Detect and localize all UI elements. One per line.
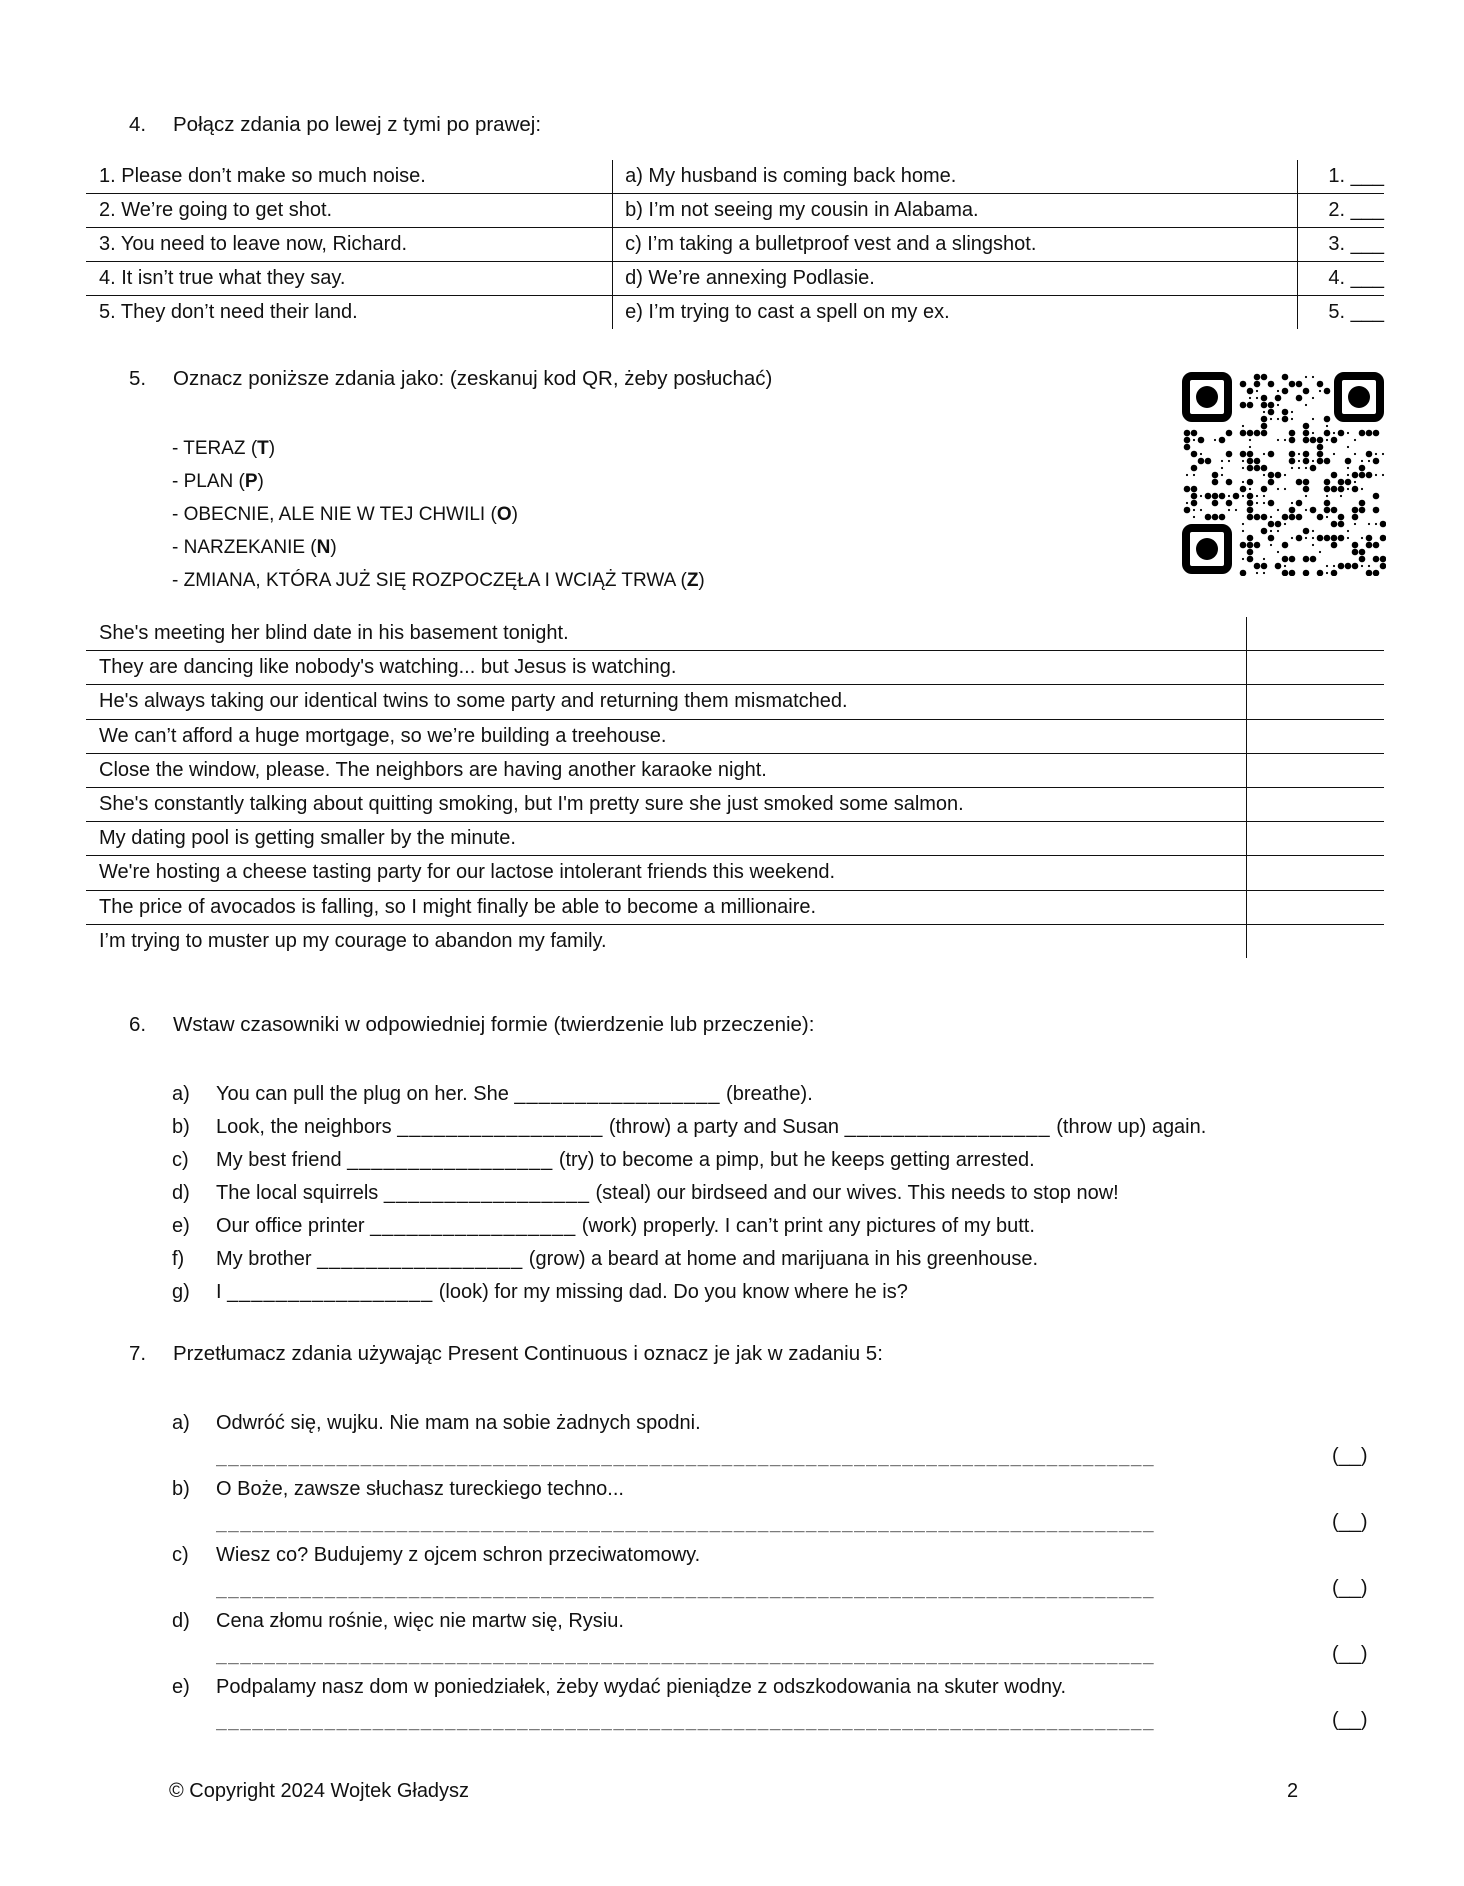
answer-field[interactable]: 3. ___ (1298, 228, 1384, 262)
left-sentence: 5. They don’t need their land. (86, 296, 613, 330)
legend-label: - TERAZ ( (172, 438, 258, 459)
legend-item (172, 465, 705, 498)
legend-code: Z (686, 570, 699, 591)
answer-line[interactable] (172, 1440, 1426, 1473)
category-tag-field[interactable]: (__) (1332, 1577, 1368, 1599)
item-label: a) (172, 1412, 190, 1434)
sentence-cell: She's meeting her blind date in his basement tonight. (99, 622, 569, 645)
item-text-after: (breathe). (720, 1083, 813, 1105)
item-text-before: Our office printer (216, 1215, 371, 1237)
answer-cell[interactable] (1247, 753, 1385, 787)
answer-blank[interactable]: ______________________________________________________________________________ (216, 1644, 1155, 1665)
list-item (172, 1111, 1206, 1144)
sentence-cell: The price of avocados is falling, so I might finally be able to become a millionaire. (86, 890, 1247, 924)
task-number: 6. (129, 1013, 147, 1036)
list-item (172, 1177, 1206, 1210)
item-text: Cena złomu rośnie, więc nie martw się, Rysiu. (216, 1610, 624, 1632)
list-item (172, 1243, 1206, 1276)
category-tag-field[interactable]: (__) (1332, 1445, 1368, 1467)
answer-field[interactable]: 4. ___ (1298, 262, 1384, 296)
item-text-before: My best friend (216, 1149, 348, 1171)
list-item (172, 1078, 1206, 1111)
table-row (86, 617, 1384, 651)
answer-line[interactable] (172, 1506, 1426, 1539)
answer-cell[interactable] (1247, 856, 1385, 890)
blank-field[interactable]: _________________ (514, 1083, 721, 1105)
item-text: Wiesz co? Budujemy z ojcem schron przeciwatomowy. (216, 1544, 701, 1566)
table-row (86, 685, 1384, 719)
item-label: e) (172, 1676, 190, 1698)
blank-field[interactable]: _________________ (347, 1149, 554, 1171)
left-sentence: 3. You need to leave now, Richard. (86, 228, 613, 262)
legend-close: ) (511, 504, 518, 525)
list-item (172, 1276, 1206, 1309)
list-item (172, 1144, 1206, 1177)
item-label: a) (172, 1083, 190, 1105)
answer-cell[interactable] (1247, 651, 1385, 685)
legend-close: ) (698, 570, 705, 591)
item-text-before: My brother (216, 1248, 318, 1270)
task-instruction: Połącz zdania po lewej z tymi po prawej: (173, 113, 542, 136)
answer-line[interactable] (172, 1572, 1426, 1605)
sentence-classification-table (86, 617, 1384, 958)
legend-close: ) (257, 471, 264, 492)
legend-item (172, 564, 705, 597)
table-row (86, 262, 1384, 296)
sentence-cell: I’m trying to muster up my courage to abandon my family. (86, 924, 1247, 958)
answer-field[interactable]: 5. ___ (1298, 296, 1384, 330)
right-sentence: d) We’re annexing Podlasie. (613, 262, 1298, 296)
item-text-before: Look, the neighbors (216, 1116, 398, 1138)
list-item (172, 1671, 1426, 1704)
item-label: b) (172, 1478, 190, 1500)
task-5-heading (129, 367, 772, 391)
item-text-after: (look) for my missing dad. Do you know where he is? (433, 1281, 908, 1303)
answer-cell[interactable] (1247, 617, 1385, 651)
translation-list (172, 1407, 1426, 1737)
sentence-cell: He's always taking our identical twins to some party and returning them mismatched. (86, 685, 1247, 719)
left-sentence: 1. Please don’t make so much noise. (99, 165, 426, 187)
item-text-after: (try) to become a pimp, but he keeps getting arrested. (553, 1149, 1035, 1171)
table-row (86, 753, 1384, 787)
table-row (86, 194, 1384, 228)
answer-cell[interactable] (1247, 787, 1385, 821)
item-label: c) (172, 1149, 189, 1171)
item-label: e) (172, 1215, 190, 1237)
copyright-text: © Copyright 2024 Wojtek Gładysz (169, 1780, 470, 1802)
table-row (86, 651, 1384, 685)
legend-code: T (257, 438, 269, 459)
task-number: 5. (129, 367, 147, 390)
blank-field[interactable]: _________________ (370, 1215, 577, 1237)
table-row (86, 228, 1384, 262)
item-text-before: The local squirrels (216, 1182, 384, 1204)
item-text-after: (grow) a beard at home and marijuana in his greenhouse. (523, 1248, 1038, 1270)
answer-blank[interactable]: ______________________________________________________________________________ (216, 1578, 1155, 1599)
legend-label: - PLAN ( (172, 471, 245, 492)
item-label: c) (172, 1544, 189, 1566)
right-sentence: e) I’m trying to cast a spell on my ex. (613, 296, 1298, 330)
list-item (172, 1473, 1426, 1506)
table-row (86, 924, 1384, 958)
right-sentence: c) I’m taking a bulletproof vest and a slingshot. (613, 228, 1298, 262)
task-number: 4. (129, 113, 147, 136)
matching-table (86, 160, 1384, 329)
sentence-cell: We can’t afford a huge mortgage, so we’re building a treehouse. (86, 719, 1247, 753)
answer-blank[interactable]: ______________________________________________________________________________ (216, 1512, 1155, 1533)
item-text-after: (steal) our birdseed and our wives. This needs to stop now! (589, 1182, 1119, 1204)
legend-code: O (496, 504, 512, 525)
answer-line[interactable] (172, 1704, 1426, 1737)
left-sentence: 2. We’re going to get shot. (86, 194, 613, 228)
blank-field[interactable]: _________________ (383, 1182, 590, 1204)
task-4-heading (129, 113, 541, 137)
blank-field[interactable]: _________________ (397, 1116, 604, 1138)
answer-cell[interactable] (1247, 924, 1385, 958)
legend-code: P (244, 471, 258, 492)
item-text-before: You can pull the plug on her. She (216, 1083, 515, 1105)
answer-cell[interactable] (1247, 890, 1385, 924)
table-row (86, 296, 1384, 330)
answer-cell[interactable] (1247, 822, 1385, 856)
legend-close: ) (330, 537, 337, 558)
blank-field[interactable]: _________________ (227, 1281, 434, 1303)
list-item (172, 1407, 1426, 1440)
legend-item (172, 531, 705, 564)
legend-label: - NARZEKANIE ( (172, 537, 317, 558)
fill-in-list (172, 1078, 1206, 1309)
sentence-cell: She's constantly talking about quitting smoking, but I'm pretty sure she just smoked some salmon. (86, 787, 1247, 821)
category-tag-field[interactable]: (__) (1332, 1511, 1368, 1533)
task-7-heading (129, 1342, 883, 1366)
qr-code-icon[interactable] (1180, 370, 1386, 576)
sentence-cell: We're hosting a cheese tasting party for our lactose intolerant friends this weekend. (86, 856, 1247, 890)
category-tag-field[interactable]: (__) (1332, 1643, 1368, 1665)
item-label: g) (172, 1281, 190, 1303)
item-text-before: I (216, 1281, 228, 1303)
item-label: d) (172, 1182, 190, 1204)
answer-cell[interactable] (1247, 685, 1385, 719)
table-row (86, 787, 1384, 821)
item-text: O Boże, zawsze słuchasz tureckiego techno... (216, 1478, 624, 1500)
blank-field[interactable]: _________________ (844, 1116, 1051, 1138)
legend-item (172, 498, 705, 531)
answer-field[interactable]: 1. ___ (1298, 160, 1384, 194)
sentence-cell: Close the window, please. The neighbors are having another karaoke night. (86, 753, 1247, 787)
page-number: 2 (1287, 1780, 1299, 1802)
legend-label: - ZMIANA, KTÓRA JUŻ SIĘ ROZPOCZĘŁA I WCIĄŻ TRWA ( (172, 570, 687, 591)
legend-item (172, 432, 705, 465)
legend-label: - OBECNIE, ALE NIE W TEJ CHWILI ( (172, 504, 497, 525)
item-text: Podpalamy nasz dom w poniedziałek, żeby wydać pieniądze z odszkodowania na skuter wodny. (216, 1676, 1067, 1698)
item-text-after: (throw) a party and Susan (603, 1116, 845, 1138)
legend-code: N (316, 537, 331, 558)
answer-field[interactable]: 2. ___ (1298, 194, 1384, 228)
item-label: b) (172, 1116, 190, 1138)
table-row (86, 890, 1384, 924)
table-row (86, 856, 1384, 890)
blank-field[interactable]: _________________ (317, 1248, 524, 1270)
list-item (172, 1210, 1206, 1243)
task-6-heading (129, 1013, 814, 1037)
table-row (86, 160, 1384, 194)
item-text-after: (work) properly. I can’t print any pictures of my butt. (576, 1215, 1035, 1237)
category-tag-field[interactable]: (__) (1332, 1709, 1368, 1731)
list-item (172, 1539, 1426, 1572)
task-number: 7. (129, 1342, 147, 1365)
left-sentence: 4. It isn’t true what they say. (86, 262, 613, 296)
answer-blank[interactable]: ______________________________________________________________________________ (216, 1446, 1155, 1467)
category-legend (172, 432, 705, 597)
table-row (86, 719, 1384, 753)
item-text-after: (throw up) again. (1050, 1116, 1207, 1138)
answer-line[interactable] (172, 1638, 1426, 1671)
legend-close: ) (268, 438, 276, 459)
item-text: Odwróć się, wujku. Nie mam na sobie żadnych spodni. (216, 1412, 701, 1434)
sentence-cell: My dating pool is getting smaller by the minute. (86, 822, 1247, 856)
item-label: d) (172, 1610, 190, 1632)
answer-blank[interactable]: ______________________________________________________________________________ (216, 1710, 1155, 1731)
task-instruction: Przetłumacz zdania używając Present Continuous i oznacz je jak w zadaniu 5: (173, 1342, 883, 1365)
item-label: f) (172, 1248, 185, 1270)
right-sentence: a) My husband is coming back home. (613, 160, 1298, 194)
list-item (172, 1605, 1426, 1638)
right-sentence: b) I’m not seeing my cousin in Alabama. (613, 194, 1298, 228)
task-instruction: Wstaw czasowniki w odpowiedniej formie (twierdzenie lub przeczenie): (173, 1013, 815, 1036)
task-instruction: Oznacz poniższe zdania jako: (zeskanuj kod QR, żeby posłuchać) (173, 367, 773, 390)
answer-cell[interactable] (1247, 719, 1385, 753)
table-row (86, 822, 1384, 856)
sentence-cell: They are dancing like nobody's watching... but Jesus is watching. (86, 651, 1247, 685)
